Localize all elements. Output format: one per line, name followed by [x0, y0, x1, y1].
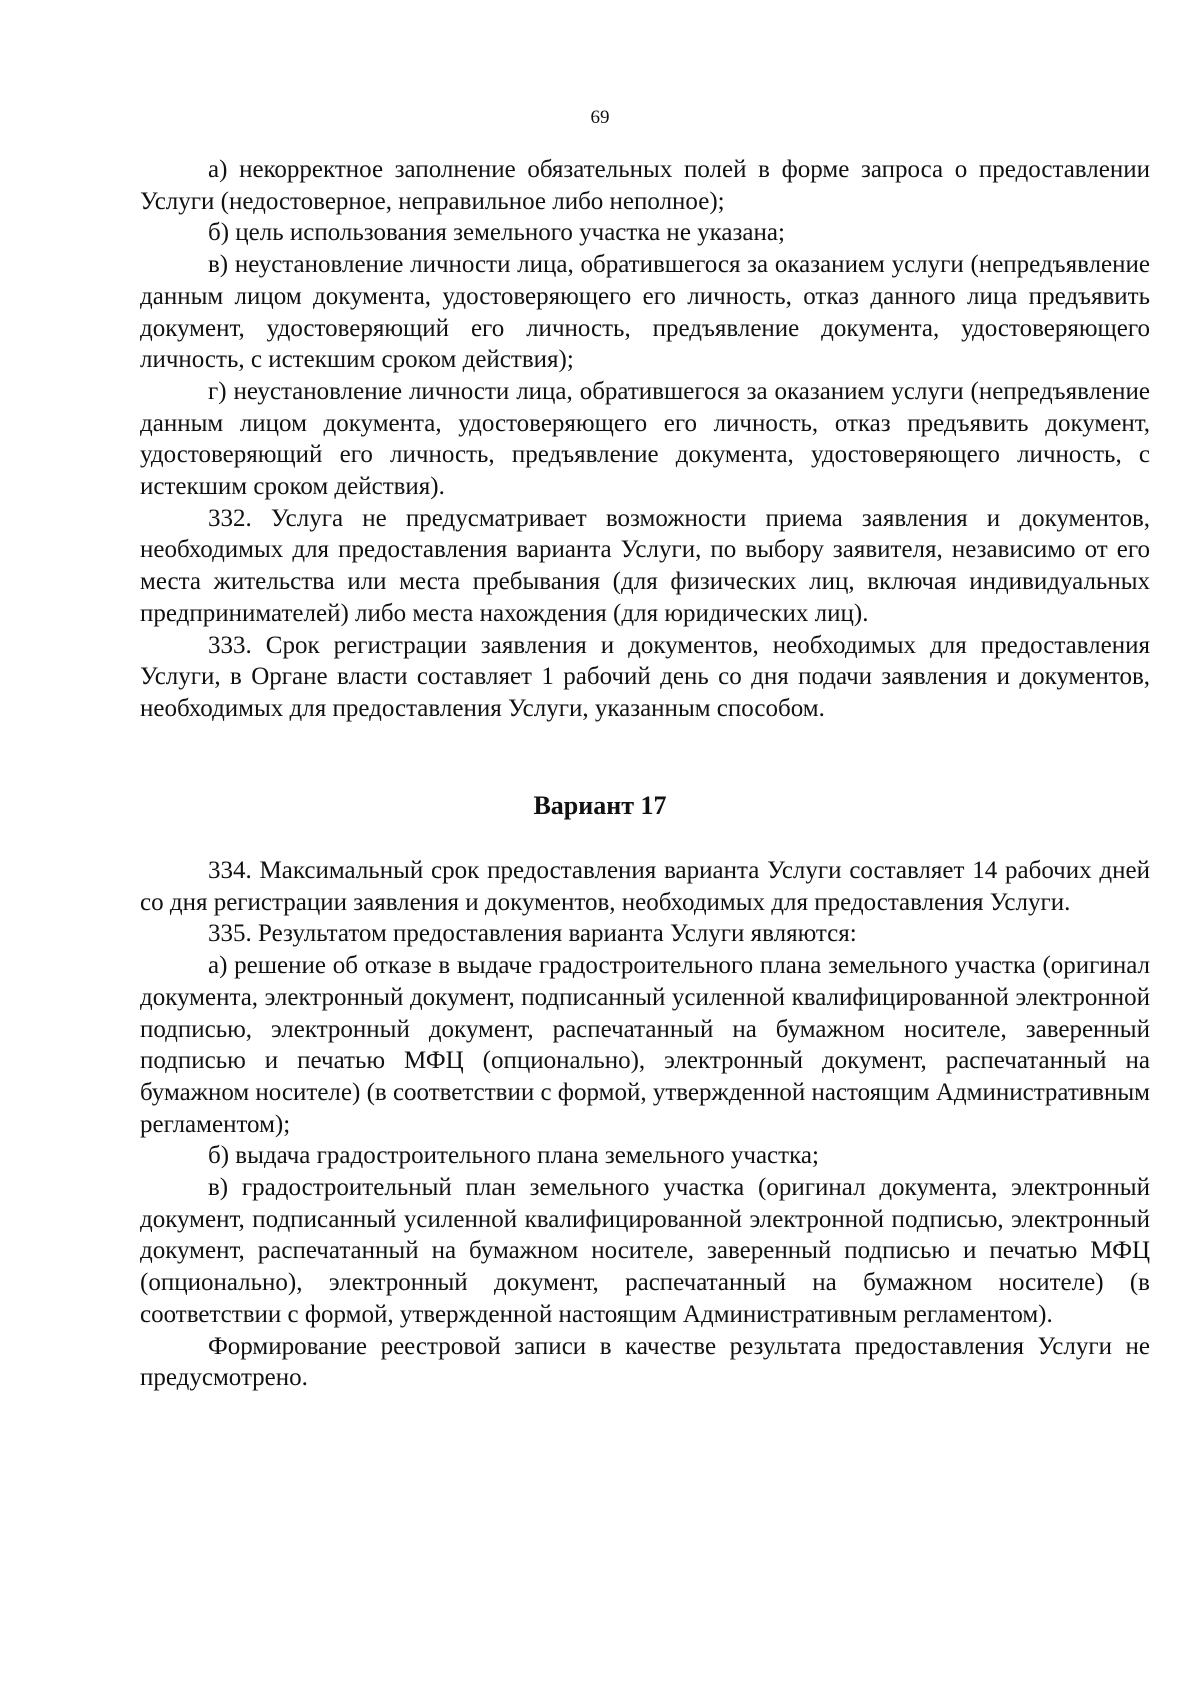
paragraph-item-a: а) некорректное заполнение обязательных полей в форме запроса о предоставлении Услуги (недостоверное, неправильное либо неполное); — [140, 156, 1150, 215]
paragraph-335-a: а) решение об отказе в выдаче градостроительного плана земельного участка (оригинал документа, электронный документ, подписанный усиленной квалифицированной электронной подписью, электронный документ, распечатанный на бумажном носителе, заверенный подписью и печатью МФЦ (опционально), электронный документ, распечатанный на бумажном носителе) (в соответствии с формой, утвержденной настоящим Административным регламентом); — [140, 952, 1150, 1138]
paragraph-item-v: в) неустановление личности лица, обратившегося за оказанием услуги (непредъявление данным лицом документа, удостоверяющего его личность, отказ данного лица предъявить документ, удостоверяющий его личность, предъявление документа, удостоверяющего личность, с истекшим сроком действия); — [140, 251, 1150, 374]
paragraph-335-v: в) градостроительный план земельного участка (оригинал документа, электронный документ, подписанный усиленной квалифицированной электронной подписью, электронный документ, распечатанный на бумажном носителе, заверенный подписью и печатью МФЦ (опционально), электронный документ, распечатанный на бумажном носителе) (в соответствии с формой, утвержденной настоящим Административным регламентом). — [140, 1174, 1150, 1328]
paragraph-item-g: г) неустановление личности лица, обратившегося за оказанием услуги (непредъявление данным лицом документа, удостоверяющего его личность, отказ предъявить документ, удостоверяющий его личность, предъявление документа, удостоверяющего личность, с истекшим сроком действия). — [140, 377, 1150, 501]
paragraph-333: 333. Срок регистрации заявления и документов, необходимых для предоставления Услуги, в Органе власти составляет 1 рабочий день со дня подачи заявления и документов, необходимых для предоставления Услуги, указанным способом. — [140, 631, 1150, 722]
paragraph-335-b: б) выдача градостроительного плана земельного участка; — [208, 1142, 819, 1170]
paragraph-closing: Формирование реестровой записи в качестве результата предоставления Услуги не предусмотрено. — [140, 1332, 1150, 1392]
section-heading: Вариант 17 — [533, 791, 667, 820]
paragraph-334: 334. Максимальный срок предоставления варианта Услуги составляет 14 рабочих дней со дня регистрации заявления и документов, необходимых для предоставления Услуги. — [140, 857, 1150, 916]
paragraph-item-b: б) цель использования земельного участка не указана; — [208, 219, 785, 247]
text-section-bottom — [140, 855, 1150, 1394]
text-section-top — [140, 154, 1150, 725]
page-number: 69 — [590, 107, 610, 128]
paragraph-332: 332. Услуга не предусматривает возможности приема заявления и документов, необходимых для предоставления варианта Услуги, по выбору заявителя, независимо от его места жительства или места пребывания (для физических лиц, включая индивидуальных предпринимателей) либо места нахождения (для юридических лиц). — [140, 504, 1150, 627]
paragraph-335: 335. Результатом предоставления варианта Услуги являются: — [208, 920, 857, 948]
